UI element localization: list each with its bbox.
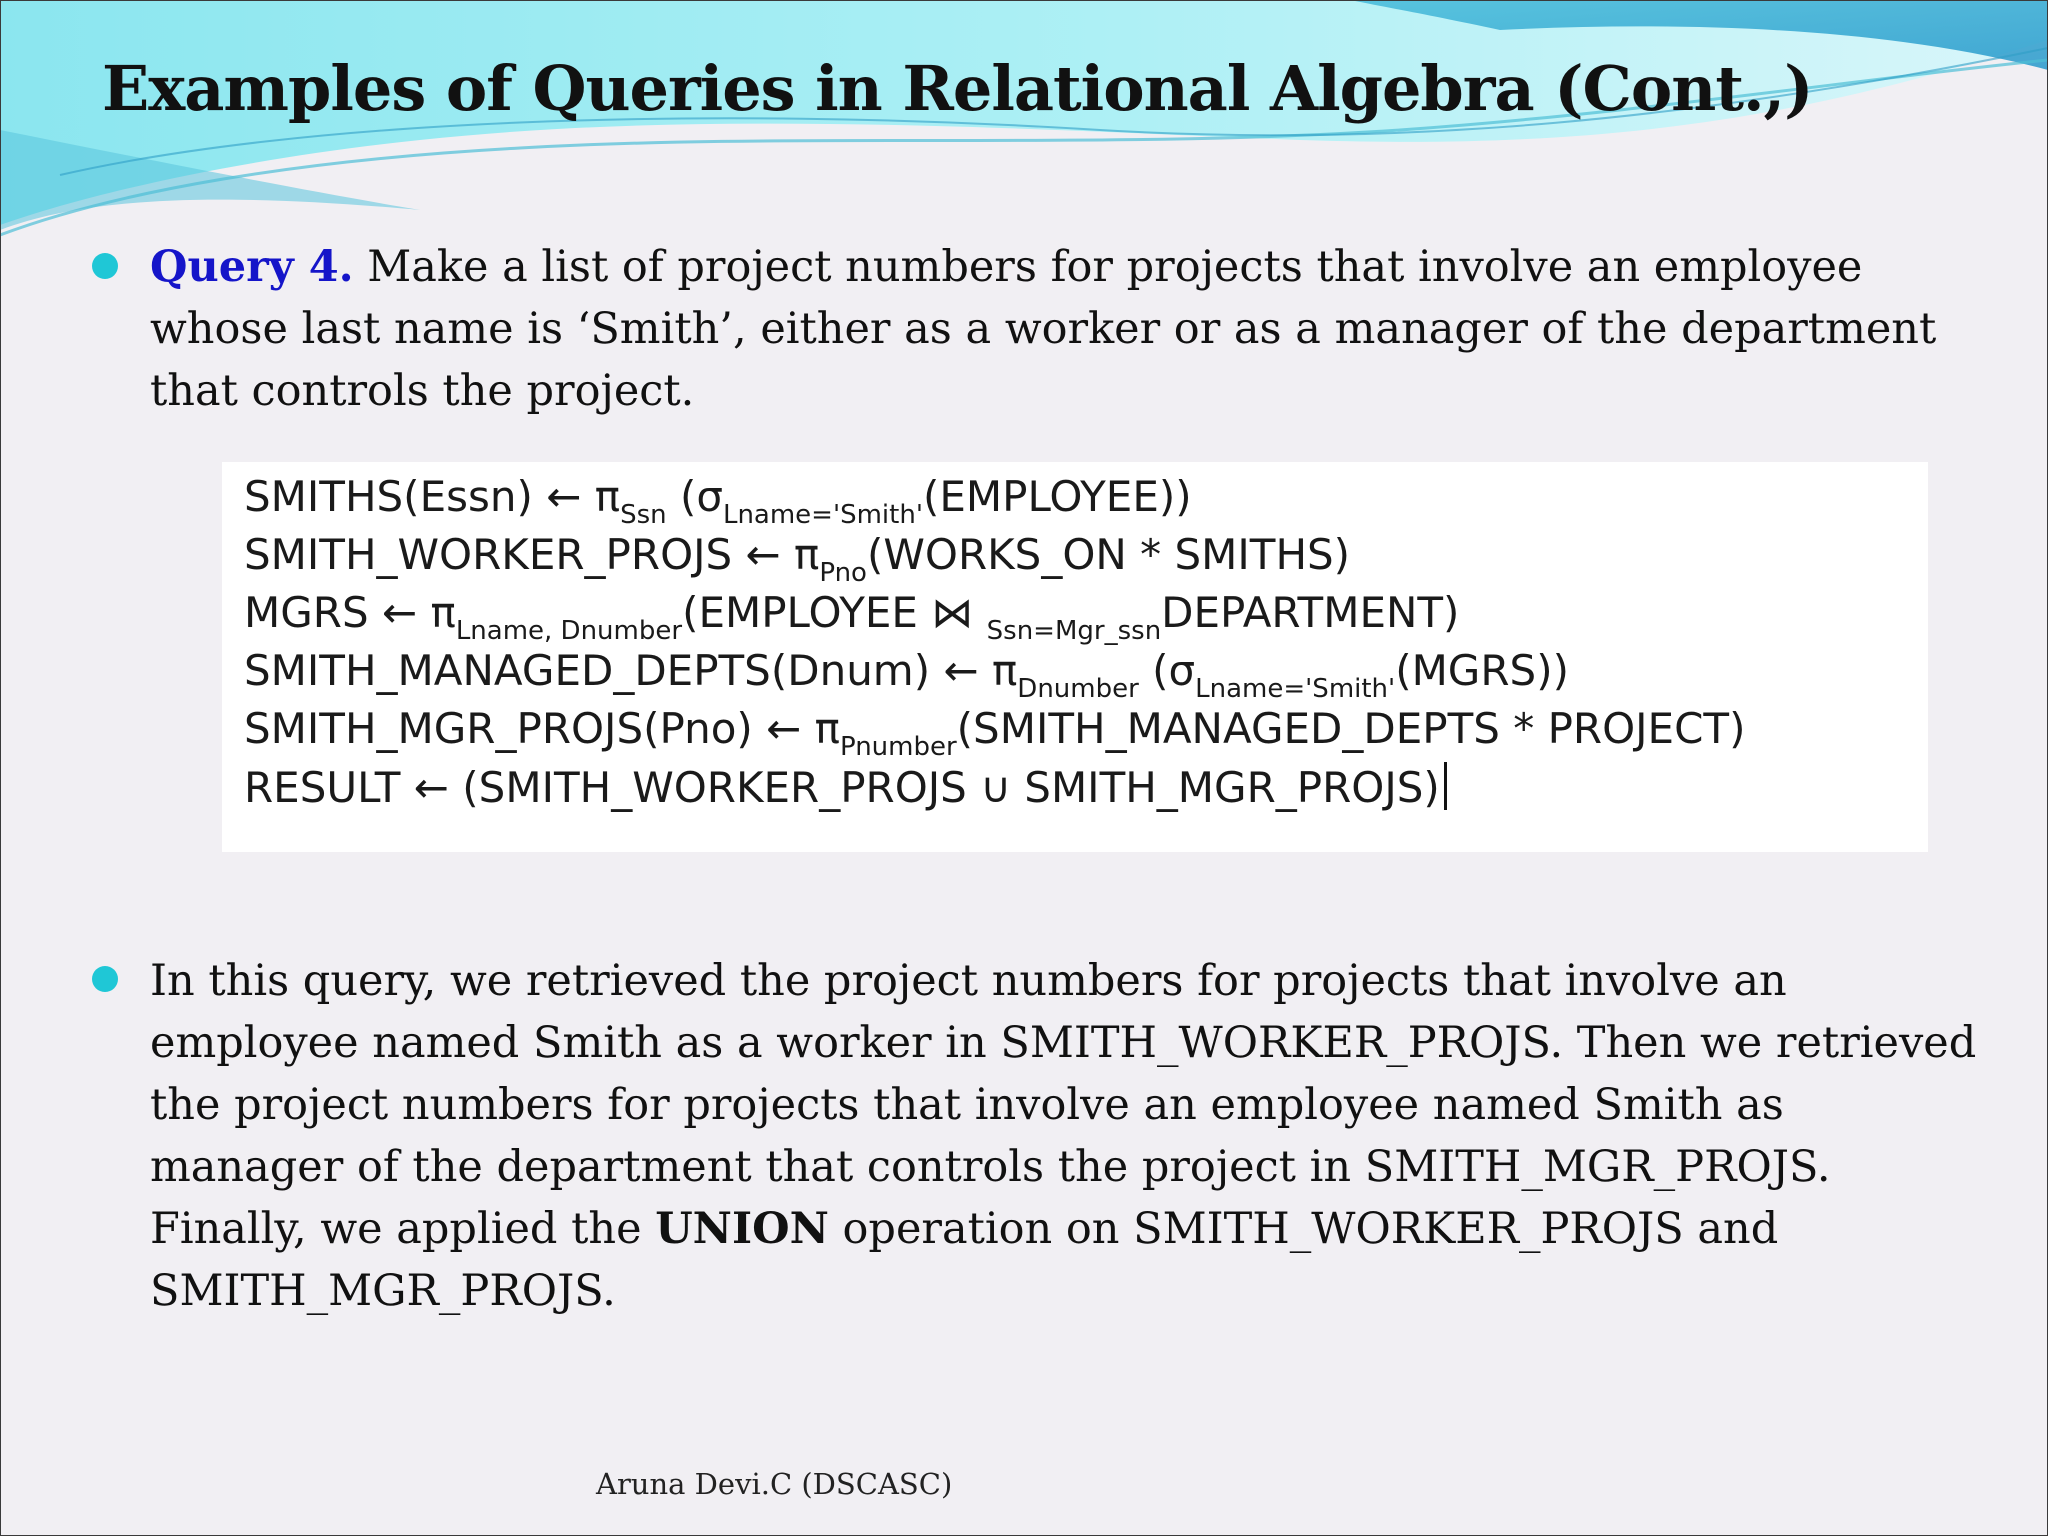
algebra-line-4: SMITH_MANAGED_DEPTS(Dnum) ← $\pi_{Dnumber}$ $(\sigma_{Lname='Smith'}(MGRS))$ — [244, 646, 1569, 704]
union-keyword: UNION — [655, 1204, 829, 1254]
algebra-line-2: SMITH_WORKER_PROJS ← $\pi_{Pno}(WORKS\_ON$ * SMITHS) — [244, 530, 1351, 588]
algebra-line-6: RESULT ← (SMITH_WORKER_PROJS ∪ SMITH_MGR_PROJS) — [244, 762, 1447, 812]
algebra-line-3: MGRS ← $\pi_{Lname, Dnumber}(EMPLOYEE$ ⋈ $_{Ssn=Mgr\_ssn}$DEPARTMENT) — [244, 588, 1460, 646]
slide-title: Examples of Queries in Relational Algebra (Cont.,) — [102, 52, 1813, 125]
algebra-line-5: SMITH_MGR_PROJS(Pno) ← $\pi_{Pnumber}(SMITH\_MANAGED\_DEPTS$ * PROJECT) — [244, 704, 1746, 762]
bullet-2-dot — [92, 966, 118, 992]
query-4-text: Make a list of project numbers for projects that involve an employee whose last name is ‘Smith’, either as a worker or as a manager of the department that controls the project. — [150, 242, 1937, 416]
bullet-1-dot — [92, 253, 118, 279]
header-wave-decoration — [0, 0, 2048, 260]
explanation-paragraph: In this query, we retrieved the project numbers for projects that involve an employee named Smith as a worker in SMITH_WORKER_PROJS. Then we retrieved the project numbers for projects that involve an employee named Smith as manager of the department that controls the project in SMITH_MGR_PROJS. Finally, we applied the UNION operation on SMITH_WORKER_PROJS and SMITH_MGR_PROJS. — [150, 956, 1977, 1316]
footer-author: Aruna Devi.C (DSCASC) — [596, 1467, 953, 1501]
query-4-paragraph — [150, 236, 1980, 422]
algebra-line-1: SMITHS(Essn) ← $\pi_{Ssn}$ $(\sigma_{Lname='Smith'}(EMPLOYEE))$ — [244, 472, 1192, 530]
query-4-label: Query 4. — [150, 242, 354, 292]
text-cursor — [1444, 762, 1447, 810]
relational-algebra-image — [222, 462, 1928, 852]
